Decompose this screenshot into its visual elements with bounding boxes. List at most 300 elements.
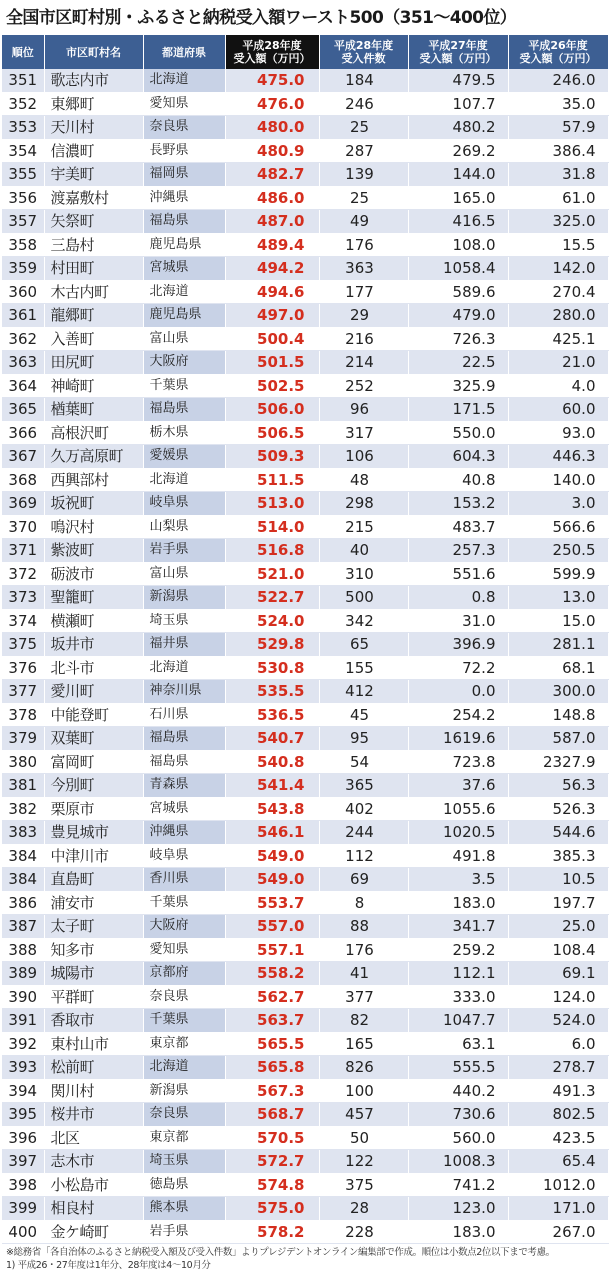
amount-h26-cell: 65.4 — [508, 1150, 608, 1174]
table-row — [2, 351, 608, 375]
prefecture-cell: 福岡県 — [143, 163, 225, 187]
amount-h27-cell: 341.7 — [408, 915, 508, 939]
prefecture-cell: 埼玉県 — [143, 609, 225, 633]
rank-cell: 384 — [2, 868, 44, 892]
count-h28-cell: 122 — [319, 1150, 408, 1174]
amount-h26-cell: 385.3 — [508, 844, 608, 868]
municipality-name-cell: 久万高原町 — [44, 445, 143, 469]
rank-cell: 391 — [2, 1009, 44, 1033]
amount-h28-cell: 530.8 — [225, 656, 319, 680]
count-h28-cell: 287 — [319, 139, 408, 163]
prefecture-cell: 奈良県 — [143, 985, 225, 1009]
amount-h27-cell: 483.7 — [408, 515, 508, 539]
count-h28-cell: 41 — [319, 962, 408, 986]
amount-h27-cell: 1020.5 — [408, 821, 508, 845]
count-h28-cell: 96 — [319, 398, 408, 422]
amount-h26-cell: 10.5 — [508, 868, 608, 892]
amount-h27-cell: 3.5 — [408, 868, 508, 892]
prefecture-cell: 鹿児島県 — [143, 233, 225, 257]
count-h28-cell: 139 — [319, 163, 408, 187]
rank-cell: 375 — [2, 633, 44, 657]
amount-h27-cell: 440.2 — [408, 1079, 508, 1103]
amount-h28-cell: 480.9 — [225, 139, 319, 163]
rank-cell: 360 — [2, 280, 44, 304]
rank-cell: 352 — [2, 92, 44, 116]
footnotes — [6, 1246, 606, 1272]
table-row — [2, 1150, 608, 1174]
table-row — [2, 562, 608, 586]
rank-cell: 399 — [2, 1197, 44, 1221]
prefecture-cell: 福島県 — [143, 210, 225, 234]
amount-h28-cell: 553.7 — [225, 891, 319, 915]
amount-h27-cell: 259.2 — [408, 938, 508, 962]
prefecture-cell: 千葉県 — [143, 891, 225, 915]
header-name: 市区町村名 — [44, 35, 143, 69]
municipality-name-cell: 楢葉町 — [44, 398, 143, 422]
amount-h27-cell: 396.9 — [408, 633, 508, 657]
prefecture-cell: 神奈川県 — [143, 680, 225, 704]
municipality-name-cell: 鳴沢村 — [44, 515, 143, 539]
rank-cell: 384 — [2, 844, 44, 868]
amount-h27-cell: 1055.6 — [408, 797, 508, 821]
prefecture-cell: 東京都 — [143, 1126, 225, 1150]
table-row — [2, 797, 608, 821]
amount-h27-cell: 589.6 — [408, 280, 508, 304]
municipality-name-cell: 坂井市 — [44, 633, 143, 657]
amount-h26-cell: 2327.9 — [508, 750, 608, 774]
amount-h26-cell: 278.7 — [508, 1056, 608, 1080]
amount-h27-cell: 1008.3 — [408, 1150, 508, 1174]
municipality-name-cell: 城陽市 — [44, 962, 143, 986]
amount-h28-cell: 546.1 — [225, 821, 319, 845]
amount-h27-cell: 107.7 — [408, 92, 508, 116]
amount-h26-cell: 280.0 — [508, 304, 608, 328]
rank-cell: 374 — [2, 609, 44, 633]
rank-cell: 351 — [2, 69, 44, 92]
municipality-name-cell: 信濃町 — [44, 139, 143, 163]
prefecture-cell: 宮城県 — [143, 257, 225, 281]
municipality-name-cell: 富岡町 — [44, 750, 143, 774]
amount-h26-cell: 57.9 — [508, 116, 608, 140]
amount-h27-cell: 479.0 — [408, 304, 508, 328]
table-row — [2, 398, 608, 422]
amount-h26-cell: 544.6 — [508, 821, 608, 845]
prefecture-cell: 愛媛県 — [143, 445, 225, 469]
rank-cell: 377 — [2, 680, 44, 704]
amount-h26-cell: 15.0 — [508, 609, 608, 633]
municipality-name-cell: 坂祝町 — [44, 492, 143, 516]
municipality-name-cell: 志木市 — [44, 1150, 143, 1174]
amount-h26-cell: 250.5 — [508, 539, 608, 563]
count-h28-cell: 50 — [319, 1126, 408, 1150]
municipality-name-cell: 知多市 — [44, 938, 143, 962]
amount-h27-cell: 254.2 — [408, 703, 508, 727]
municipality-name-cell: 平群町 — [44, 985, 143, 1009]
rank-cell: 395 — [2, 1103, 44, 1127]
table-row — [2, 1173, 608, 1197]
amount-h28-cell: 506.0 — [225, 398, 319, 422]
amount-h26-cell: 140.0 — [508, 468, 608, 492]
municipality-name-cell: 東村山市 — [44, 1032, 143, 1056]
amount-h26-cell: 60.0 — [508, 398, 608, 422]
count-h28-cell: 375 — [319, 1173, 408, 1197]
table-row — [2, 750, 608, 774]
rank-cell: 371 — [2, 539, 44, 563]
municipality-name-cell: 豊見城市 — [44, 821, 143, 845]
amount-h28-cell: 480.0 — [225, 116, 319, 140]
table-row — [2, 69, 608, 92]
count-h28-cell: 28 — [319, 1197, 408, 1221]
table-header-row — [2, 35, 608, 69]
header-amount-h28-line1: 平成28年度 — [242, 39, 302, 52]
prefecture-cell: 福島県 — [143, 398, 225, 422]
amount-h26-cell: 3.0 — [508, 492, 608, 516]
header-amount-h26-line2: 受入額（万円） — [519, 52, 597, 65]
amount-h27-cell: 325.9 — [408, 374, 508, 398]
count-h28-cell: 106 — [319, 445, 408, 469]
prefecture-cell: 石川県 — [143, 703, 225, 727]
table-row — [2, 374, 608, 398]
header-amount-h27-line1: 平成27年度 — [428, 39, 488, 52]
amount-h27-cell: 144.0 — [408, 163, 508, 187]
amount-h26-cell: 491.3 — [508, 1079, 608, 1103]
count-h28-cell: 365 — [319, 774, 408, 798]
rank-cell: 376 — [2, 656, 44, 680]
count-h28-cell: 500 — [319, 586, 408, 610]
municipality-name-cell: 渡嘉敷村 — [44, 186, 143, 210]
rank-cell: 368 — [2, 468, 44, 492]
amount-h27-cell: 153.2 — [408, 492, 508, 516]
municipality-name-cell: 相良村 — [44, 1197, 143, 1221]
municipality-name-cell: 矢祭町 — [44, 210, 143, 234]
table-row — [2, 445, 608, 469]
rank-cell: 383 — [2, 821, 44, 845]
prefecture-cell: 宮城県 — [143, 797, 225, 821]
header-amount-h27-line2: 受入額（万円） — [419, 52, 497, 65]
amount-h28-cell: 574.8 — [225, 1173, 319, 1197]
table-row — [2, 1032, 608, 1056]
amount-h28-cell: 570.5 — [225, 1126, 319, 1150]
table-row — [2, 1126, 608, 1150]
count-h28-cell: 246 — [319, 92, 408, 116]
count-h28-cell: 45 — [319, 703, 408, 727]
count-h28-cell: 49 — [319, 210, 408, 234]
header-amount-h26-line1: 平成26年度 — [528, 39, 588, 52]
table-row — [2, 1079, 608, 1103]
table-row — [2, 891, 608, 915]
count-h28-cell: 176 — [319, 938, 408, 962]
amount-h28-cell: 529.8 — [225, 633, 319, 657]
amount-h28-cell: 540.7 — [225, 727, 319, 751]
prefecture-cell: 岩手県 — [143, 539, 225, 563]
amount-h28-cell: 482.7 — [225, 163, 319, 187]
header-amount-h27 — [408, 35, 508, 69]
count-h28-cell: 65 — [319, 633, 408, 657]
amount-h26-cell: 124.0 — [508, 985, 608, 1009]
amount-h26-cell: 93.0 — [508, 421, 608, 445]
header-pref: 都道府県 — [143, 35, 225, 69]
table-row — [2, 233, 608, 257]
table-row — [2, 938, 608, 962]
amount-h26-cell: 300.0 — [508, 680, 608, 704]
prefecture-cell: 栃木県 — [143, 421, 225, 445]
amount-h26-cell: 171.0 — [508, 1197, 608, 1221]
amount-h26-cell: 524.0 — [508, 1009, 608, 1033]
table-row — [2, 656, 608, 680]
count-h28-cell: 25 — [319, 186, 408, 210]
prefecture-cell: 福島県 — [143, 727, 225, 751]
amount-h26-cell: 31.8 — [508, 163, 608, 187]
amount-h28-cell: 487.0 — [225, 210, 319, 234]
rank-cell: 359 — [2, 257, 44, 281]
amount-h26-cell: 423.5 — [508, 1126, 608, 1150]
table-row — [2, 304, 608, 328]
amount-h27-cell: 726.3 — [408, 327, 508, 351]
rank-cell: 361 — [2, 304, 44, 328]
rank-cell: 353 — [2, 116, 44, 140]
municipality-name-cell: 村田町 — [44, 257, 143, 281]
table-row — [2, 633, 608, 657]
count-h28-cell: 112 — [319, 844, 408, 868]
amount-h27-cell: 491.8 — [408, 844, 508, 868]
count-h28-cell: 155 — [319, 656, 408, 680]
count-h28-cell: 412 — [319, 680, 408, 704]
prefecture-cell: 新潟県 — [143, 586, 225, 610]
municipality-name-cell: 中能登町 — [44, 703, 143, 727]
table-row — [2, 915, 608, 939]
amount-h28-cell: 549.0 — [225, 868, 319, 892]
table-row — [2, 139, 608, 163]
amount-h27-cell: 123.0 — [408, 1197, 508, 1221]
rank-cell: 387 — [2, 915, 44, 939]
count-h28-cell: 216 — [319, 327, 408, 351]
amount-h28-cell: 562.7 — [225, 985, 319, 1009]
rank-cell: 379 — [2, 727, 44, 751]
amount-h28-cell: 524.0 — [225, 609, 319, 633]
amount-h27-cell: 480.2 — [408, 116, 508, 140]
amount-h27-cell: 1619.6 — [408, 727, 508, 751]
municipality-name-cell: 松前町 — [44, 1056, 143, 1080]
amount-h28-cell: 565.8 — [225, 1056, 319, 1080]
municipality-name-cell: 歌志内市 — [44, 69, 143, 92]
rank-cell: 378 — [2, 703, 44, 727]
amount-h27-cell: 108.0 — [408, 233, 508, 257]
amount-h28-cell: 497.0 — [225, 304, 319, 328]
amount-h27-cell: 1047.7 — [408, 1009, 508, 1033]
municipality-name-cell: 直島町 — [44, 868, 143, 892]
amount-h27-cell: 604.3 — [408, 445, 508, 469]
table-row — [2, 609, 608, 633]
rank-cell: 370 — [2, 515, 44, 539]
count-h28-cell: 298 — [319, 492, 408, 516]
amount-h26-cell: 21.0 — [508, 351, 608, 375]
prefecture-cell: 東京都 — [143, 1032, 225, 1056]
header-rank: 順位 — [2, 35, 44, 69]
prefecture-cell: 沖縄県 — [143, 821, 225, 845]
ranking-table — [2, 35, 609, 1244]
prefecture-cell: 千葉県 — [143, 1009, 225, 1033]
municipality-name-cell: 小松島市 — [44, 1173, 143, 1197]
municipality-name-cell: 北斗市 — [44, 656, 143, 680]
rank-cell: 392 — [2, 1032, 44, 1056]
amount-h27-cell: 22.5 — [408, 351, 508, 375]
page-title: 全国市区町村別・ふるさと納税受入額ワースト500（351〜400位） — [6, 8, 517, 28]
count-h28-cell: 29 — [319, 304, 408, 328]
amount-h28-cell: 549.0 — [225, 844, 319, 868]
count-h28-cell: 177 — [319, 280, 408, 304]
table-row — [2, 844, 608, 868]
prefecture-cell: 北海道 — [143, 1056, 225, 1080]
municipality-name-cell: 愛川町 — [44, 680, 143, 704]
municipality-name-cell: 浦安市 — [44, 891, 143, 915]
municipality-name-cell: 高根沢町 — [44, 421, 143, 445]
prefecture-cell: 奈良県 — [143, 1103, 225, 1127]
amount-h27-cell: 37.6 — [408, 774, 508, 798]
amount-h26-cell: 386.4 — [508, 139, 608, 163]
amount-h26-cell: 246.0 — [508, 69, 608, 92]
rank-cell: 358 — [2, 233, 44, 257]
municipality-name-cell: 香取市 — [44, 1009, 143, 1033]
municipality-name-cell: 東郷町 — [44, 92, 143, 116]
amount-h28-cell: 502.5 — [225, 374, 319, 398]
amount-h28-cell: 575.0 — [225, 1197, 319, 1221]
header-count-h28-line2: 受入件数 — [341, 52, 386, 65]
table-row — [2, 962, 608, 986]
amount-h28-cell: 494.6 — [225, 280, 319, 304]
table-row — [2, 186, 608, 210]
amount-h27-cell: 72.2 — [408, 656, 508, 680]
table-row — [2, 1056, 608, 1080]
amount-h28-cell: 511.5 — [225, 468, 319, 492]
prefecture-cell: 岐阜県 — [143, 492, 225, 516]
count-h28-cell: 244 — [319, 821, 408, 845]
count-h28-cell: 82 — [319, 1009, 408, 1033]
rank-cell: 382 — [2, 797, 44, 821]
amount-h28-cell: 506.5 — [225, 421, 319, 445]
municipality-name-cell: 栗原市 — [44, 797, 143, 821]
prefecture-cell: 富山県 — [143, 327, 225, 351]
rank-cell: 365 — [2, 398, 44, 422]
rank-cell: 372 — [2, 562, 44, 586]
table-row — [2, 821, 608, 845]
amount-h28-cell: 476.0 — [225, 92, 319, 116]
prefecture-cell: 京都府 — [143, 962, 225, 986]
table-row — [2, 92, 608, 116]
footnote-period: 1) 平成26・27年度は1年分、28年度は4〜10月分 — [6, 1260, 211, 1271]
amount-h26-cell: 802.5 — [508, 1103, 608, 1127]
rank-cell: 389 — [2, 962, 44, 986]
prefecture-cell: 徳島県 — [143, 1173, 225, 1197]
amount-h26-cell: 267.0 — [508, 1220, 608, 1244]
count-h28-cell: 826 — [319, 1056, 408, 1080]
rank-cell: 356 — [2, 186, 44, 210]
amount-h28-cell: 516.8 — [225, 539, 319, 563]
count-h28-cell: 214 — [319, 351, 408, 375]
prefecture-cell: 千葉県 — [143, 374, 225, 398]
amount-h28-cell: 513.0 — [225, 492, 319, 516]
rank-cell: 398 — [2, 1173, 44, 1197]
amount-h26-cell: 61.0 — [508, 186, 608, 210]
rank-cell: 390 — [2, 985, 44, 1009]
prefecture-cell: 福井県 — [143, 633, 225, 657]
rank-cell: 373 — [2, 586, 44, 610]
amount-h28-cell: 521.0 — [225, 562, 319, 586]
rank-cell: 362 — [2, 327, 44, 351]
amount-h26-cell: 599.9 — [508, 562, 608, 586]
count-h28-cell: 363 — [319, 257, 408, 281]
table-row — [2, 1009, 608, 1033]
prefecture-cell: 大阪府 — [143, 915, 225, 939]
municipality-name-cell: 龍郷町 — [44, 304, 143, 328]
amount-h26-cell: 142.0 — [508, 257, 608, 281]
count-h28-cell: 317 — [319, 421, 408, 445]
table-row — [2, 680, 608, 704]
amount-h27-cell: 183.0 — [408, 891, 508, 915]
table-row — [2, 1197, 608, 1221]
amount-h26-cell: 15.5 — [508, 233, 608, 257]
count-h28-cell: 8 — [319, 891, 408, 915]
amount-h27-cell: 550.0 — [408, 421, 508, 445]
amount-h27-cell: 171.5 — [408, 398, 508, 422]
prefecture-cell: 岐阜県 — [143, 844, 225, 868]
amount-h28-cell: 557.1 — [225, 938, 319, 962]
amount-h26-cell: 68.1 — [508, 656, 608, 680]
amount-h26-cell: 69.1 — [508, 962, 608, 986]
rank-cell: 369 — [2, 492, 44, 516]
amount-h27-cell: 560.0 — [408, 1126, 508, 1150]
amount-h27-cell: 269.2 — [408, 139, 508, 163]
rank-cell: 366 — [2, 421, 44, 445]
amount-h26-cell: 197.7 — [508, 891, 608, 915]
table-row — [2, 1220, 608, 1244]
municipality-name-cell: 三島村 — [44, 233, 143, 257]
prefecture-cell: 愛知県 — [143, 92, 225, 116]
prefecture-cell: 沖縄県 — [143, 186, 225, 210]
amount-h28-cell: 486.0 — [225, 186, 319, 210]
amount-h26-cell: 587.0 — [508, 727, 608, 751]
amount-h28-cell: 514.0 — [225, 515, 319, 539]
prefecture-cell: 北海道 — [143, 280, 225, 304]
municipality-name-cell: 横瀬町 — [44, 609, 143, 633]
count-h28-cell: 100 — [319, 1079, 408, 1103]
municipality-name-cell: 西興部村 — [44, 468, 143, 492]
table-row — [2, 774, 608, 798]
amount-h26-cell: 4.0 — [508, 374, 608, 398]
count-h28-cell: 402 — [319, 797, 408, 821]
rank-cell: 367 — [2, 445, 44, 469]
count-h28-cell: 165 — [319, 1032, 408, 1056]
rank-cell: 394 — [2, 1079, 44, 1103]
rank-cell: 357 — [2, 210, 44, 234]
amount-h26-cell: 325.0 — [508, 210, 608, 234]
prefecture-cell: 福島県 — [143, 750, 225, 774]
count-h28-cell: 215 — [319, 515, 408, 539]
amount-h26-cell: 270.4 — [508, 280, 608, 304]
municipality-name-cell: 紫波町 — [44, 539, 143, 563]
amount-h27-cell: 0.8 — [408, 586, 508, 610]
municipality-name-cell: 田尻町 — [44, 351, 143, 375]
amount-h28-cell: 536.5 — [225, 703, 319, 727]
prefecture-cell: 北海道 — [143, 656, 225, 680]
amount-h27-cell: 40.8 — [408, 468, 508, 492]
amount-h27-cell: 112.1 — [408, 962, 508, 986]
municipality-name-cell: 砺波市 — [44, 562, 143, 586]
amount-h26-cell: 25.0 — [508, 915, 608, 939]
prefecture-cell: 香川県 — [143, 868, 225, 892]
count-h28-cell: 176 — [319, 233, 408, 257]
amount-h28-cell: 535.5 — [225, 680, 319, 704]
prefecture-cell: 奈良県 — [143, 116, 225, 140]
